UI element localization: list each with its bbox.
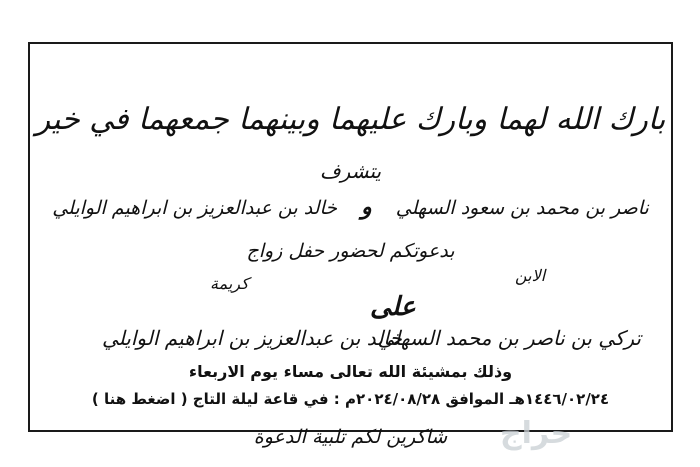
bride-role-label: كريمة (210, 274, 249, 293)
father-groom-name: ناصر بن محمد بن سعود السهلي (395, 197, 649, 219)
invitation-line: بدعوتكم لحضور حفل زواج (246, 240, 455, 262)
fathers-line (30, 194, 671, 220)
blessing-line: بارك الله لهما وبارك عليهما وبينهما جمعهما في خير (35, 102, 666, 137)
thanks-line: شاكرين لكم تلبية الدعوة (253, 426, 448, 448)
on-conjunction: على (370, 292, 416, 322)
father-bride-name: خالد بن عبدالعزيز بن ابراهيم الوايلي (52, 197, 338, 219)
date-venue-line[interactable]: ١٤٤٦/٠٢/٢٤هـ الموافق ٢٠٢٤/٠٨/٢٨م : في قاعة ليلة التاج ( اضغط هنا ) (91, 390, 610, 408)
and-conjunction: و (361, 194, 372, 220)
bride-name: خالد بن عبدالعزيز بن ابراهيم الوايلي (102, 326, 402, 350)
groom-name: تركي بن ناصر بن محمد السهلي (377, 326, 641, 350)
haraj-watermark-logo: حراج (500, 416, 573, 451)
groom-role-label: الابن (515, 266, 546, 285)
honored-line: يتشرف (319, 159, 382, 183)
will-of-god-line: وذلك بمشيئة الله تعالى مساء يوم الاربعاء (188, 362, 513, 381)
